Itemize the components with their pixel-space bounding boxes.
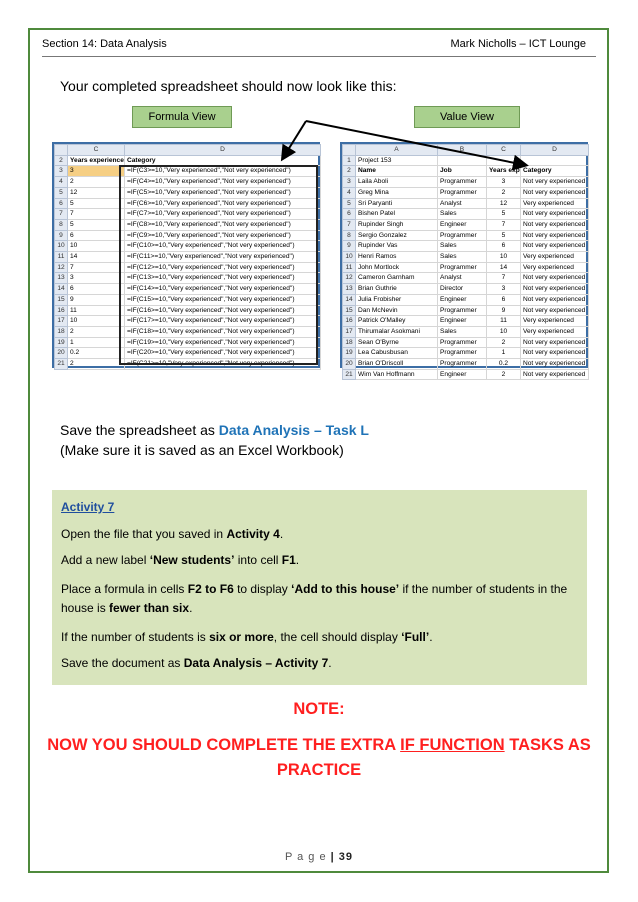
text-run: . <box>429 630 433 644</box>
column-header-b[interactable]: B <box>438 145 487 156</box>
cell[interactable]: Very experienced <box>521 262 589 273</box>
cell[interactable]: Analyst <box>438 273 487 284</box>
cell[interactable]: Analyst <box>438 198 487 209</box>
cell[interactable]: 7 <box>68 262 125 273</box>
formula-cell[interactable]: =IF(C7>=10,"Very experienced","Not very experienced") <box>125 209 321 220</box>
text-run: ‘Add to this house’ <box>291 582 400 596</box>
cell[interactable]: Rupinder Singh <box>356 219 438 230</box>
text-run: F2 to F6 <box>187 582 234 596</box>
cell[interactable]: 2 <box>487 337 521 348</box>
row-number[interactable]: 7 <box>343 219 356 230</box>
cell[interactable]: 3 <box>68 166 125 177</box>
cell[interactable]: Programmer <box>438 230 487 241</box>
cell[interactable]: Sean O'Byrne <box>356 337 438 348</box>
formula-cell[interactable]: =IF(C11>=10,"Very experienced","Not very experienced") <box>125 252 321 263</box>
cell[interactable]: 12 <box>487 198 521 209</box>
row-number[interactable]: 10 <box>55 241 68 252</box>
text-run: Activity 4 <box>226 527 280 541</box>
cell[interactable]: Years experience <box>68 155 125 166</box>
text-run: F1 <box>281 553 296 567</box>
cell[interactable]: Sri Paryanti <box>356 198 438 209</box>
formula-cell[interactable]: =IF(C16>=10,"Very experienced","Not very experienced") <box>125 305 321 316</box>
cell[interactable]: Patrick O'Malley <box>356 316 438 327</box>
text-run: Open the file that you saved in <box>61 527 227 541</box>
formula-cell[interactable]: =IF(C8>=10,"Very experienced","Not very experienced") <box>125 219 321 230</box>
row-number[interactable]: 14 <box>343 294 356 305</box>
cell[interactable]: Henri Ramos <box>356 252 438 263</box>
column-header-c[interactable]: C <box>487 145 521 156</box>
cell[interactable]: Not very experienced <box>521 273 589 284</box>
row-number[interactable]: 18 <box>55 326 68 337</box>
cell[interactable]: 9 <box>68 294 125 305</box>
text-run: fewer than six <box>109 601 190 615</box>
cell[interactable]: Sales <box>438 241 487 252</box>
text-run: into cell <box>234 553 282 567</box>
cell[interactable]: 2 <box>487 187 521 198</box>
cell[interactable]: Wim Van Hoffmann <box>356 369 438 380</box>
cell[interactable]: Category <box>521 166 589 177</box>
cell[interactable]: 5 <box>68 198 125 209</box>
row-number[interactable]: 2 <box>55 155 68 166</box>
cell[interactable]: 11 <box>68 305 125 316</box>
note-line-1-post: TASKS AS <box>504 736 591 754</box>
text-run: Add a new label <box>61 553 150 567</box>
cell[interactable]: 5 <box>487 209 521 220</box>
text-run: Save the document as <box>61 656 184 670</box>
cell[interactable]: Lea Cabusbusan <box>356 348 438 359</box>
row-number[interactable]: 16 <box>55 305 68 316</box>
row-number[interactable]: 4 <box>55 177 68 188</box>
row-number[interactable]: 15 <box>343 305 356 316</box>
cell[interactable]: 6 <box>68 230 125 241</box>
cell[interactable]: Programmer <box>438 187 487 198</box>
cell[interactable]: 0.2 <box>68 348 125 359</box>
row-number[interactable]: 14 <box>55 284 68 295</box>
cell[interactable]: Rupinder Vas <box>356 241 438 252</box>
cell[interactable]: 11 <box>487 316 521 327</box>
cell[interactable]: Greg Mina <box>356 187 438 198</box>
row-number[interactable]: 3 <box>343 177 356 188</box>
row-number[interactable]: 10 <box>343 252 356 263</box>
formula-cell[interactable]: =IF(C20>=10,"Very experienced","Not very experienced") <box>125 348 321 359</box>
row-number[interactable]: 6 <box>343 209 356 220</box>
note-line-1 <box>0 736 638 755</box>
cell[interactable]: 6 <box>68 284 125 295</box>
row-number[interactable]: 12 <box>343 273 356 284</box>
arrow-to-value-view <box>306 121 525 165</box>
intro-text: Your completed spreadsheet should now look like this: <box>60 78 397 94</box>
row-number[interactable]: 15 <box>55 294 68 305</box>
formula-cell[interactable]: =IF(C9>=10,"Very experienced","Not very experienced") <box>125 230 321 241</box>
cell[interactable]: 7 <box>487 219 521 230</box>
row-number[interactable]: 20 <box>343 359 356 370</box>
cell[interactable]: John Mortlock <box>356 262 438 273</box>
cell[interactable]: Job <box>438 166 487 177</box>
cell[interactable]: 6 <box>487 294 521 305</box>
save-instructions <box>60 420 369 460</box>
text-run: If the number of students is <box>61 630 210 644</box>
cell[interactable]: Not very experienced <box>521 359 589 370</box>
cell[interactable]: 6 <box>487 241 521 252</box>
row-number[interactable]: 13 <box>55 273 68 284</box>
save-line-2: (Make sure it is saved as an Excel Workbook) <box>60 442 344 458</box>
cell[interactable]: Sergio Gonzalez <box>356 230 438 241</box>
header-section: Section 14: Data Analysis <box>42 38 167 50</box>
formula-cell[interactable]: =IF(C5>=10,"Very experienced","Not very experienced") <box>125 187 321 198</box>
row-number[interactable]: 11 <box>55 252 68 263</box>
cell[interactable]: 3 <box>487 177 521 188</box>
cell[interactable]: Not very experienced <box>521 241 589 252</box>
cell[interactable]: Dan McNevin <box>356 305 438 316</box>
row-number[interactable]: 17 <box>55 316 68 327</box>
cell[interactable]: Very experienced <box>521 326 589 337</box>
formula-cell[interactable]: =IF(C4>=10,"Very experienced","Not very experienced") <box>125 177 321 188</box>
text-run: Data Analysis – Activity 7 <box>183 656 329 670</box>
row-number[interactable]: 21 <box>55 359 68 370</box>
cell[interactable]: Director <box>438 284 487 295</box>
formula-cell[interactable]: =IF(C21>=10,"Very experienced","Not very experienced") <box>125 359 321 370</box>
header-author: Mark Nicholls – ICT Lounge <box>450 38 586 50</box>
cell[interactable]: Sales <box>438 252 487 263</box>
cell[interactable]: 1 <box>487 348 521 359</box>
cell[interactable]: Very experienced <box>521 198 589 209</box>
activity-step-5 <box>61 654 575 673</box>
row-number[interactable]: 16 <box>343 316 356 327</box>
cell[interactable]: 10 <box>68 316 125 327</box>
page-footer <box>0 851 638 863</box>
activity-7-box <box>52 490 587 685</box>
note-line-2: PRACTICE <box>276 761 362 779</box>
page-number: | 39 <box>330 851 354 863</box>
value-view-label: Value View <box>414 106 520 128</box>
text-run: . <box>189 601 193 615</box>
cell[interactable]: Programmer <box>438 305 487 316</box>
cell[interactable]: 12 <box>68 187 125 198</box>
cell[interactable]: Not very experienced <box>521 230 589 241</box>
cell[interactable]: 10 <box>487 252 521 263</box>
page-label: P a g e <box>284 851 327 863</box>
cell[interactable]: Laila Aboli <box>356 177 438 188</box>
cell[interactable]: 10 <box>68 241 125 252</box>
cell[interactable]: Not very experienced <box>521 177 589 188</box>
save-filename: Data Analysis – Task L <box>218 422 369 438</box>
formula-cell[interactable]: =IF(C14>=10,"Very experienced","Not very experienced") <box>125 284 321 295</box>
row-number[interactable]: 9 <box>55 230 68 241</box>
formula-cell[interactable]: =IF(C17>=10,"Very experienced","Not very experienced") <box>125 316 321 327</box>
activity-title: Activity 7 <box>61 500 115 514</box>
text-run: . <box>279 527 284 541</box>
cell[interactable]: Brian Guthrie <box>356 284 438 295</box>
save-line-1 <box>60 420 369 440</box>
text-run: Place a formula in cells <box>61 582 188 596</box>
text-run: ‘New students’ <box>149 553 235 567</box>
cell[interactable]: 7 <box>68 209 125 220</box>
row-number[interactable]: 9 <box>343 241 356 252</box>
cell[interactable]: Very experienced <box>521 316 589 327</box>
formula-view-label: Formula View <box>132 106 232 128</box>
cell[interactable]: 7 <box>487 273 521 284</box>
row-number[interactable]: 19 <box>55 337 68 348</box>
formula-cell[interactable]: =IF(C3>=10,"Very experienced","Not very experienced") <box>125 166 321 177</box>
cell[interactable]: Not very experienced <box>521 305 589 316</box>
cell[interactable]: 0.2 <box>487 359 521 370</box>
cell[interactable]: 9 <box>487 305 521 316</box>
cell[interactable]: 2 <box>68 359 125 370</box>
activity-step-2 <box>61 551 575 570</box>
cell[interactable]: Years exp <box>487 166 521 177</box>
row-number[interactable]: 7 <box>55 209 68 220</box>
cell[interactable]: Engineer <box>438 219 487 230</box>
text-run: six or more <box>209 630 274 644</box>
cell[interactable]: Programmer <box>438 348 487 359</box>
cell[interactable]: Sales <box>438 209 487 220</box>
cell[interactable]: 2 <box>487 369 521 380</box>
cell[interactable]: Not very experienced <box>521 348 589 359</box>
formula-cell[interactable]: =IF(C19>=10,"Very experienced","Not very experienced") <box>125 337 321 348</box>
note-line-1-pre: NOW YOU SHOULD COMPLETE THE EXTRA <box>47 736 401 754</box>
cell[interactable]: Not very experienced <box>521 219 589 230</box>
text-run: , the cell should display <box>273 630 402 644</box>
cell[interactable]: 10 <box>487 326 521 337</box>
cell[interactable]: Julia Frobisher <box>356 294 438 305</box>
row-number[interactable]: 3 <box>55 166 68 177</box>
row-number[interactable]: 2 <box>343 166 356 177</box>
cell[interactable]: Programmer <box>438 359 487 370</box>
row-number[interactable]: 18 <box>343 337 356 348</box>
cell[interactable]: Engineer <box>438 294 487 305</box>
note-if-function: IF FUNCTION <box>400 736 505 754</box>
arrow-to-formula-view <box>283 121 306 158</box>
cell[interactable]: 3 <box>68 273 125 284</box>
text-run: if the number of students in the house is <box>61 582 568 615</box>
cell[interactable]: 3 <box>487 284 521 295</box>
cell[interactable]: Not very experienced <box>521 187 589 198</box>
formula-cell[interactable]: =IF(C15>=10,"Very experienced","Not very experienced") <box>125 294 321 305</box>
row-number[interactable]: 12 <box>55 262 68 273</box>
cell[interactable]: 1 <box>68 337 125 348</box>
cell[interactable]: Cameron Garnham <box>356 273 438 284</box>
activity-step-1 <box>61 525 575 544</box>
cell[interactable]: Not very experienced <box>521 337 589 348</box>
column-header-d[interactable]: D <box>521 145 589 156</box>
cell[interactable]: Sales <box>438 326 487 337</box>
column-header-d[interactable]: D <box>125 145 321 156</box>
cell[interactable]: 14 <box>68 252 125 263</box>
cell[interactable]: 5 <box>68 219 125 230</box>
cell[interactable]: Very experienced <box>521 252 589 263</box>
text-run: . <box>295 553 300 567</box>
cell[interactable]: Brian O'Driscoll <box>356 359 438 370</box>
row-number[interactable]: 19 <box>343 348 356 359</box>
activity-step-3 <box>61 580 575 618</box>
formula-cell[interactable]: =IF(C12>=10,"Very experienced","Not very experienced") <box>125 262 321 273</box>
cell[interactable]: Programmer <box>438 262 487 273</box>
cell[interactable]: Programmer <box>438 337 487 348</box>
cell[interactable]: 2 <box>68 177 125 188</box>
cell[interactable]: 2 <box>68 326 125 337</box>
row-number[interactable]: 5 <box>343 198 356 209</box>
note-heading: NOTE: <box>293 700 345 718</box>
cell[interactable]: Engineer <box>438 369 487 380</box>
row-number[interactable]: 21 <box>343 369 356 380</box>
row-number[interactable]: 6 <box>55 198 68 209</box>
row-number[interactable]: 20 <box>55 348 68 359</box>
cell[interactable]: Not very experienced <box>521 294 589 305</box>
row-number[interactable]: 13 <box>343 284 356 295</box>
formula-cell[interactable]: =IF(C18>=10,"Very experienced","Not very experienced") <box>125 326 321 337</box>
activity-step-4 <box>61 628 575 647</box>
cell[interactable]: Category <box>125 155 321 166</box>
formula-cell[interactable]: =IF(C6>=10,"Very experienced","Not very experienced") <box>125 198 321 209</box>
column-header-c[interactable]: C <box>68 145 125 156</box>
formula-cell[interactable]: =IF(C10>=10,"Very experienced","Not very experienced") <box>125 241 321 252</box>
cell[interactable]: Bishen Patel <box>356 209 438 220</box>
cell[interactable]: Engineer <box>438 316 487 327</box>
row-number[interactable]: 8 <box>343 230 356 241</box>
row-number[interactable]: 4 <box>343 187 356 198</box>
cell[interactable]: Not very experienced <box>521 284 589 295</box>
text-run: to display <box>233 582 292 596</box>
cell[interactable]: 5 <box>487 230 521 241</box>
text-run: ‘Full’ <box>401 630 430 644</box>
cell[interactable]: Thirumalar Asokmani <box>356 326 438 337</box>
save-prefix: Save the spreadsheet as <box>60 422 219 438</box>
cell[interactable]: Name <box>356 166 438 177</box>
row-number[interactable]: 17 <box>343 326 356 337</box>
text-run: . <box>328 656 332 670</box>
row-number[interactable]: 1 <box>343 155 356 166</box>
formula-cell[interactable]: =IF(C13>=10,"Very experienced","Not very experienced") <box>125 273 321 284</box>
cell[interactable]: Project 153 <box>356 155 438 166</box>
cell[interactable]: Not very experienced <box>521 209 589 220</box>
row-number[interactable]: 5 <box>55 187 68 198</box>
row-number[interactable]: 8 <box>55 219 68 230</box>
cell[interactable]: 14 <box>487 262 521 273</box>
cell[interactable]: Not very experienced <box>521 369 589 380</box>
row-number[interactable]: 11 <box>343 262 356 273</box>
column-header-a[interactable]: A <box>356 145 438 156</box>
cell[interactable]: Programmer <box>438 177 487 188</box>
